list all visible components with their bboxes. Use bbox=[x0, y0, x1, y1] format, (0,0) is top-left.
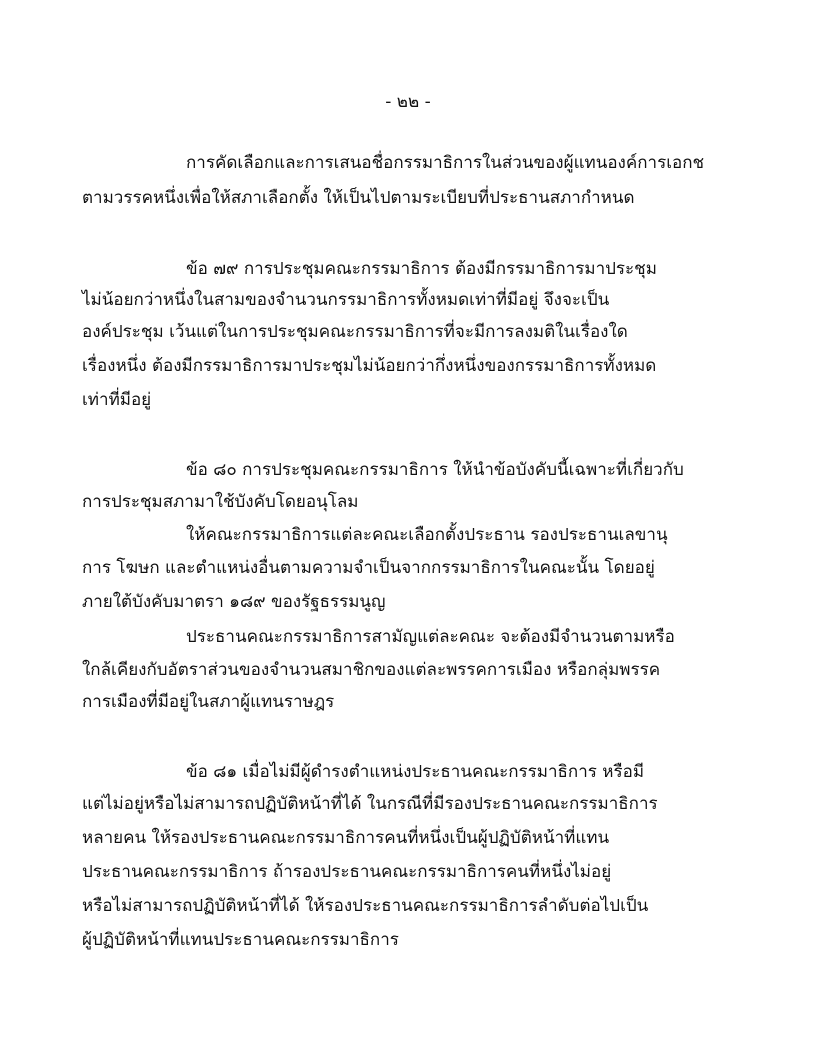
text-line: หลายคน ให้รองประธานคณะกรรมาธิการคนที่หนึ่งเป็นผู้ปฏิบัติหน้าที่แทน bbox=[82, 828, 610, 848]
text-line: การเมืองที่มีอยู่ในสภาผู้แทนราษฎร bbox=[82, 692, 335, 712]
text-line: การคัดเลือกและการเสนอชื่อกรรมาธิการในส่วนของผู้แทนองค์การเอกช bbox=[186, 153, 705, 173]
text-line: ประธานคณะกรรมาธิการสามัญแต่ละคณะ จะต้องมีจำนวนตามหรือ bbox=[186, 627, 675, 647]
text-line: ตามวรรคหนึ่งเพื่อให้สภาเลือกตั้ง ให้เป็นไปตามระเบียบที่ประธานสภากำหนด bbox=[82, 188, 635, 208]
text-line: การประชุมสภามาใช้บังคับโดยอนุโลม bbox=[82, 492, 359, 512]
text-line: ภายใต้บังคับมาตรา ๑๘๙ ของรัฐธรรมนูญ bbox=[82, 592, 386, 612]
text-line: ผู้ปฏิบัติหน้าที่แทนประธานคณะกรรมาธิการ bbox=[82, 930, 399, 950]
text-line: องค์ประชุม เว้นแต่ในการประชุมคณะกรรมาธิการที่จะมีการลงมติในเรื่องใด bbox=[82, 322, 628, 342]
text-line: แต่ไม่อยู่หรือไม่สามารถปฏิบัติหน้าที่ได้ ในกรณีที่มีรองประธานคณะกรรมาธิการ bbox=[82, 794, 658, 814]
text-line: ไม่น้อยกว่าหนึ่งในสามของจำนวนกรรมาธิการทั้งหมดเท่าที่มีอยู่ จึงจะเป็น bbox=[82, 290, 610, 310]
text-line: ประธานคณะกรรมาธิการ ถ้ารองประธานคณะกรรมาธิการคนที่หนึ่งไม่อยู่ bbox=[82, 862, 612, 882]
text-line: การ โฆษก และตำแหน่งอื่นตามความจำเป็นจากกรรมาธิการในคณะนั้น โดยอยู่ bbox=[82, 558, 655, 578]
text-line: หรือไม่สามารถปฏิบัติหน้าที่ได้ ให้รองประธานคณะกรรมาธิการลำดับต่อไปเป็น bbox=[82, 896, 649, 916]
text-line: ใกล้เคียงกับอัตราส่วนของจำนวนสมาชิกของแต่ละพรรคการเมือง หรือกลุ่มพรรค bbox=[82, 660, 661, 680]
clause-81-heading: ข้อ ๘๑ เมื่อไม่มีผู้ดำรงตำแหน่งประธานคณะกรรมาธิการ หรือมี bbox=[186, 762, 645, 782]
clause-80-heading: ข้อ ๘๐ การประชุมคณะกรรมาธิการ ให้นำข้อบังคับนี้เฉพาะที่เกี่ยวกับ bbox=[186, 460, 684, 480]
clause-79-heading: ข้อ ๗๙ การประชุมคณะกรรมาธิการ ต้องมีกรรมาธิการมาประชุม bbox=[186, 259, 657, 279]
text-line: เท่าที่มีอยู่ bbox=[82, 390, 152, 410]
text-line: ให้คณะกรรมาธิการแต่ละคณะเลือกตั้งประธาน รองประธานเลขานุ bbox=[186, 525, 668, 545]
text-line: เรื่องหนึ่ง ต้องมีกรรมาธิการมาประชุมไม่น้อยกว่ากึ่งหนึ่งของกรรมาธิการทั้งหมด bbox=[82, 356, 657, 376]
page-number: - ๒๒ - bbox=[385, 92, 431, 112]
